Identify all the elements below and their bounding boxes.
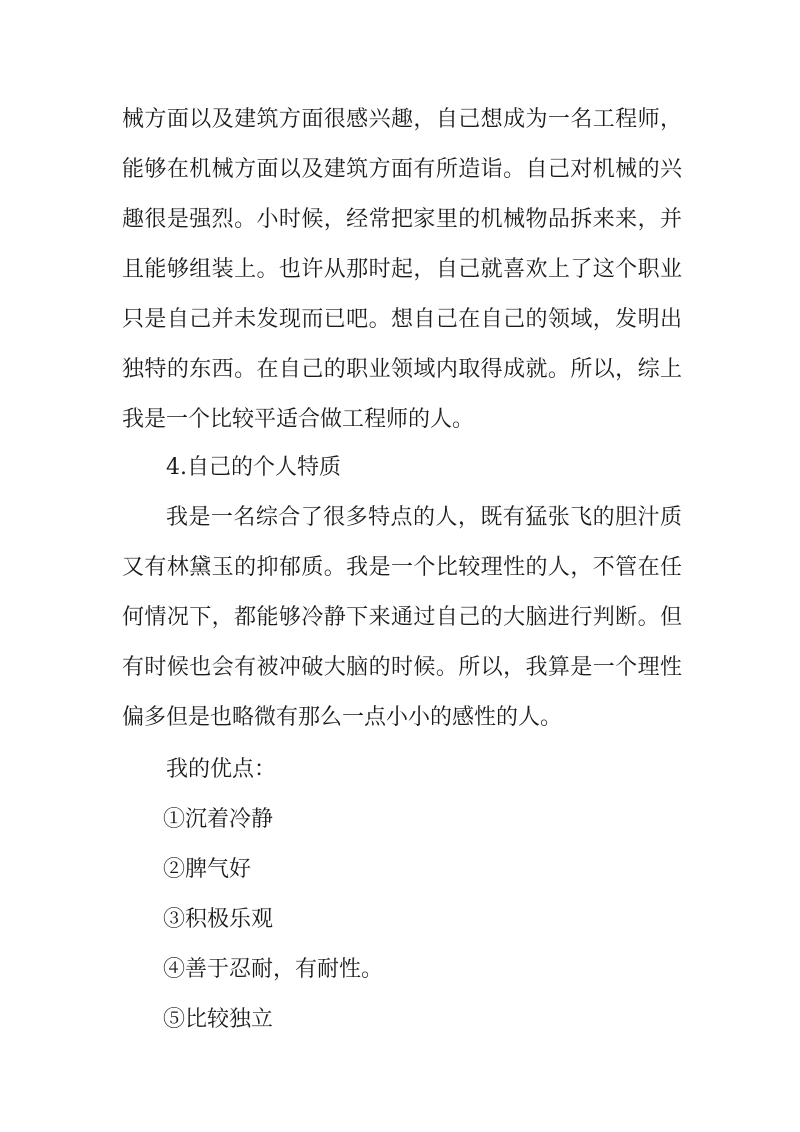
paragraph-line: 我是一名综合了很多特点的人，既有猛张飞的胆汁质 [166,505,682,530]
list-item: ④善于忍耐，有耐性。 [163,957,384,982]
paragraph-line: 偏多但是也略微有那么一点小小的感性的人。 [122,705,563,730]
list-item: ⑤比较独立 [163,1007,274,1032]
paragraph-line: 只是自己并未发现而已吧。想自己在自己的领域，发明出 [122,307,682,332]
strengths-label: 我的优点： [166,757,277,782]
list-item: ③积极乐观 [163,907,274,932]
paragraph-line: 械方面以及建筑方面很感兴趣，自己想成为一名工程师， [122,107,682,132]
paragraph-line: 我是一个比较平适合做工程师的人。 [122,407,475,432]
list-item: ②脾气好 [163,857,252,882]
paragraph-line: 何情况下，都能够冷静下来通过自己的大脑进行判断。但 [122,605,682,630]
paragraph-line: 独特的东西。在自己的职业领域内取得成就。所以，综上 [122,357,682,382]
paragraph-line: 能够在机械方面以及建筑方面有所造诣。自己对机械的兴 [122,157,682,182]
paragraph-line: 有时候也会有被冲破大脑的时候。所以，我算是一个理性 [122,655,682,680]
paragraph-line: 趣很是强烈。小时候，经常把家里的机械物品拆来来，并 [122,207,682,232]
paragraph-line: 又有林黛玉的抑郁质。我是一个比较理性的人，不管在任 [122,555,682,580]
list-item: ①沉着冷静 [163,807,274,832]
section-heading: 4.自己的个人特质 [166,455,341,480]
paragraph-line: 且能够组装上。也许从那时起，自己就喜欢上了这个职业 [122,257,682,282]
